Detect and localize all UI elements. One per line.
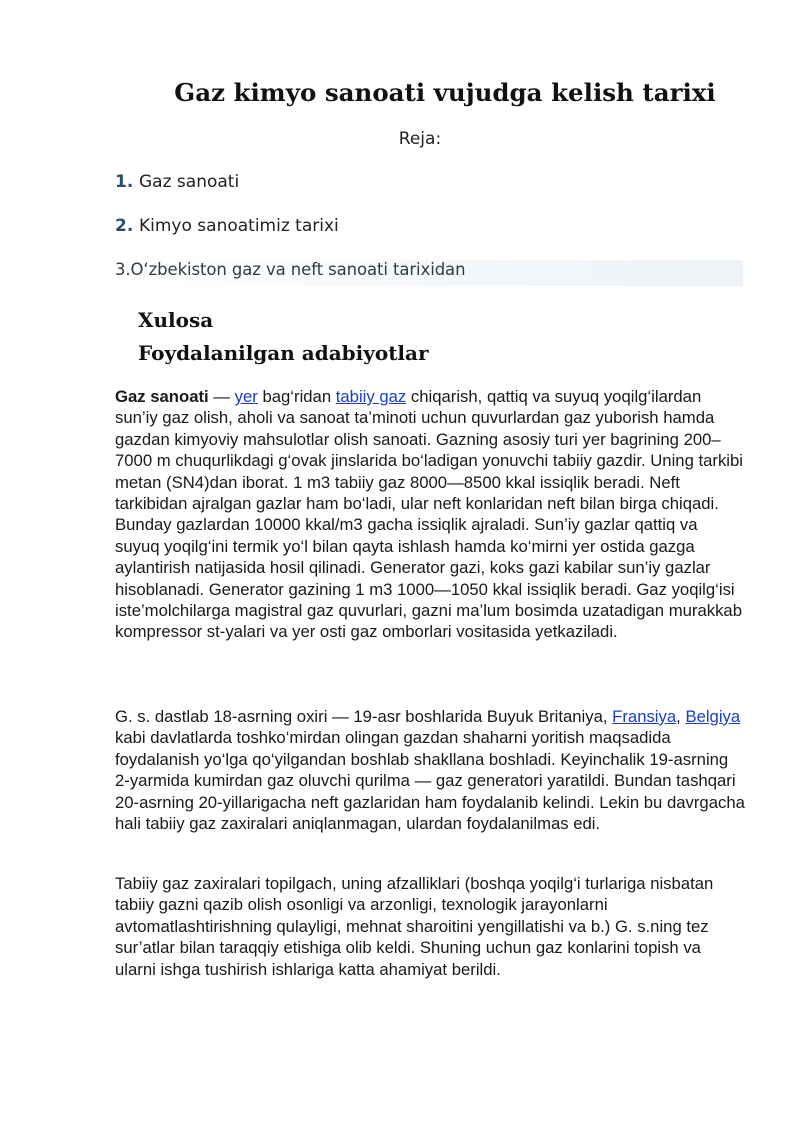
plan-label: Reja: [398, 129, 442, 149]
text-run: G. s. dastlab 18-asrning oxiri — 19-asr boshlarida Buyuk Britaniya, [115, 707, 613, 726]
link-fransiya[interactable]: Fransiya [612, 707, 677, 726]
text-run: , [676, 707, 686, 726]
plan-item-3 [115, 260, 743, 286]
paragraph-gaz-sanoati [115, 386, 745, 643]
plan-item-text: Kimyo sanoatimiz tarixi [139, 216, 339, 236]
bold-lead-term: Gaz sanoati [115, 387, 209, 406]
link-belgiya[interactable]: Belgiya [685, 707, 741, 726]
link-tabiiy-gaz[interactable]: tabiiy gaz [335, 387, 407, 406]
text-run: bag‘ridan [257, 387, 336, 406]
paragraph-history [115, 706, 745, 834]
plan-item-text: O‘zbekiston gaz va neft sanoati tarixidan [130, 260, 466, 279]
text-run: kabi davlatlarda toshko‘mirdan olingan gazdan shaharni yoritish maqsadida foydalanish yo‘lga qo‘yilgandan boshlab shakllana boshladi. Keyinchalik 19-asrning 2-yarmida kumirdan gaz oluvchi qurilma — gaz generatori yaratildi. Bundan tashqari 20-asrning 20-yillarigacha neft gazlaridan ham foydalanib kelindi. Lekin bu davrgacha hali tabiiy gaz zaxiralari aniqlanmagan, ulardan foydalanilmas edi. [115, 728, 745, 834]
link-yer[interactable]: yer [234, 387, 258, 406]
text-run: chiqarish, qattiq va suyuq yoqilg‘ilardan sun’iy gaz olish, aholi va sanoat ta’minoti uchun quvurlardan gaz yuborish hamda gazdan kimyoviy mahsulotlar olish sanoati. Gazning asosiy turi yer bagrining 200–7000 m chuqurlikdagi g‘ovak jinslarida bo‘ladigan yonuvchi tabiiy gazdir. Uning tarkibi metan (SN4)dan iborat. 1 m3 tabiiy gaz 8000—8500 kkal issiqlik beradi. Neft tarkibidan ajralgan gazlar ham bo‘ladi, ular neft konlaridan neft bilan birga chiqadi. Bunday gazlardan 10000 kkal/m3 gacha issiqlik ajraladi. Sun’iy gazlar qattiq va suyuq yoqilg‘ini termik yo‘l bilan qayta ishlash hamda ko‘mirni yer ostida gazga aylantirish natijasida hosil qilinadi. Generator gazi, koks gazi kabilar sun’iy gazlar hisoblanadi. Generator gazining 1 m3 1000—1050 kkal issiqlik beradi. Gaz yoqilg‘isi iste’molchilarga magistral gaz quvurlari, gazni ma’lum bosimda uzatadigan murakkab kompressor st-yalari va yer osti gaz omborlari vositasida yetkaziladi. [115, 387, 743, 642]
plan-item-1 [115, 172, 239, 192]
document-title: Gaz kimyo sanoati vujudga kelish tarixi [174, 78, 716, 107]
paragraph-development: Tabiiy gaz zaxiralari topilgach, uning afzalliklari (boshqa yoqilg‘i turlariga nisbatan tabiiy gazni qazib olish osonligi va arzonligi, texnologik jarayonlarni avtomatlashtirishning qulayligi, mehnat sharoitini yengillatishi va b.) G. s.ning tez sur’atlar bilan taraqqiy etishiga olib keldi. Shuning uchun gaz konlarini topish va ularni ishga tushirish ishlariga katta ahamiyat berildi. [115, 874, 714, 979]
plan-item-2 [115, 216, 339, 236]
plan-item-text: Gaz sanoati [139, 172, 240, 192]
plan-item-number: 3. [115, 260, 131, 279]
plan-item-number: 2. [115, 216, 134, 236]
heading-adabiyotlar: Foydalanilgan adabiyotlar [138, 341, 429, 365]
text-run: — [208, 387, 235, 406]
heading-xulosa: Xulosa [138, 308, 214, 332]
plan-item-number: 1. [115, 172, 134, 192]
